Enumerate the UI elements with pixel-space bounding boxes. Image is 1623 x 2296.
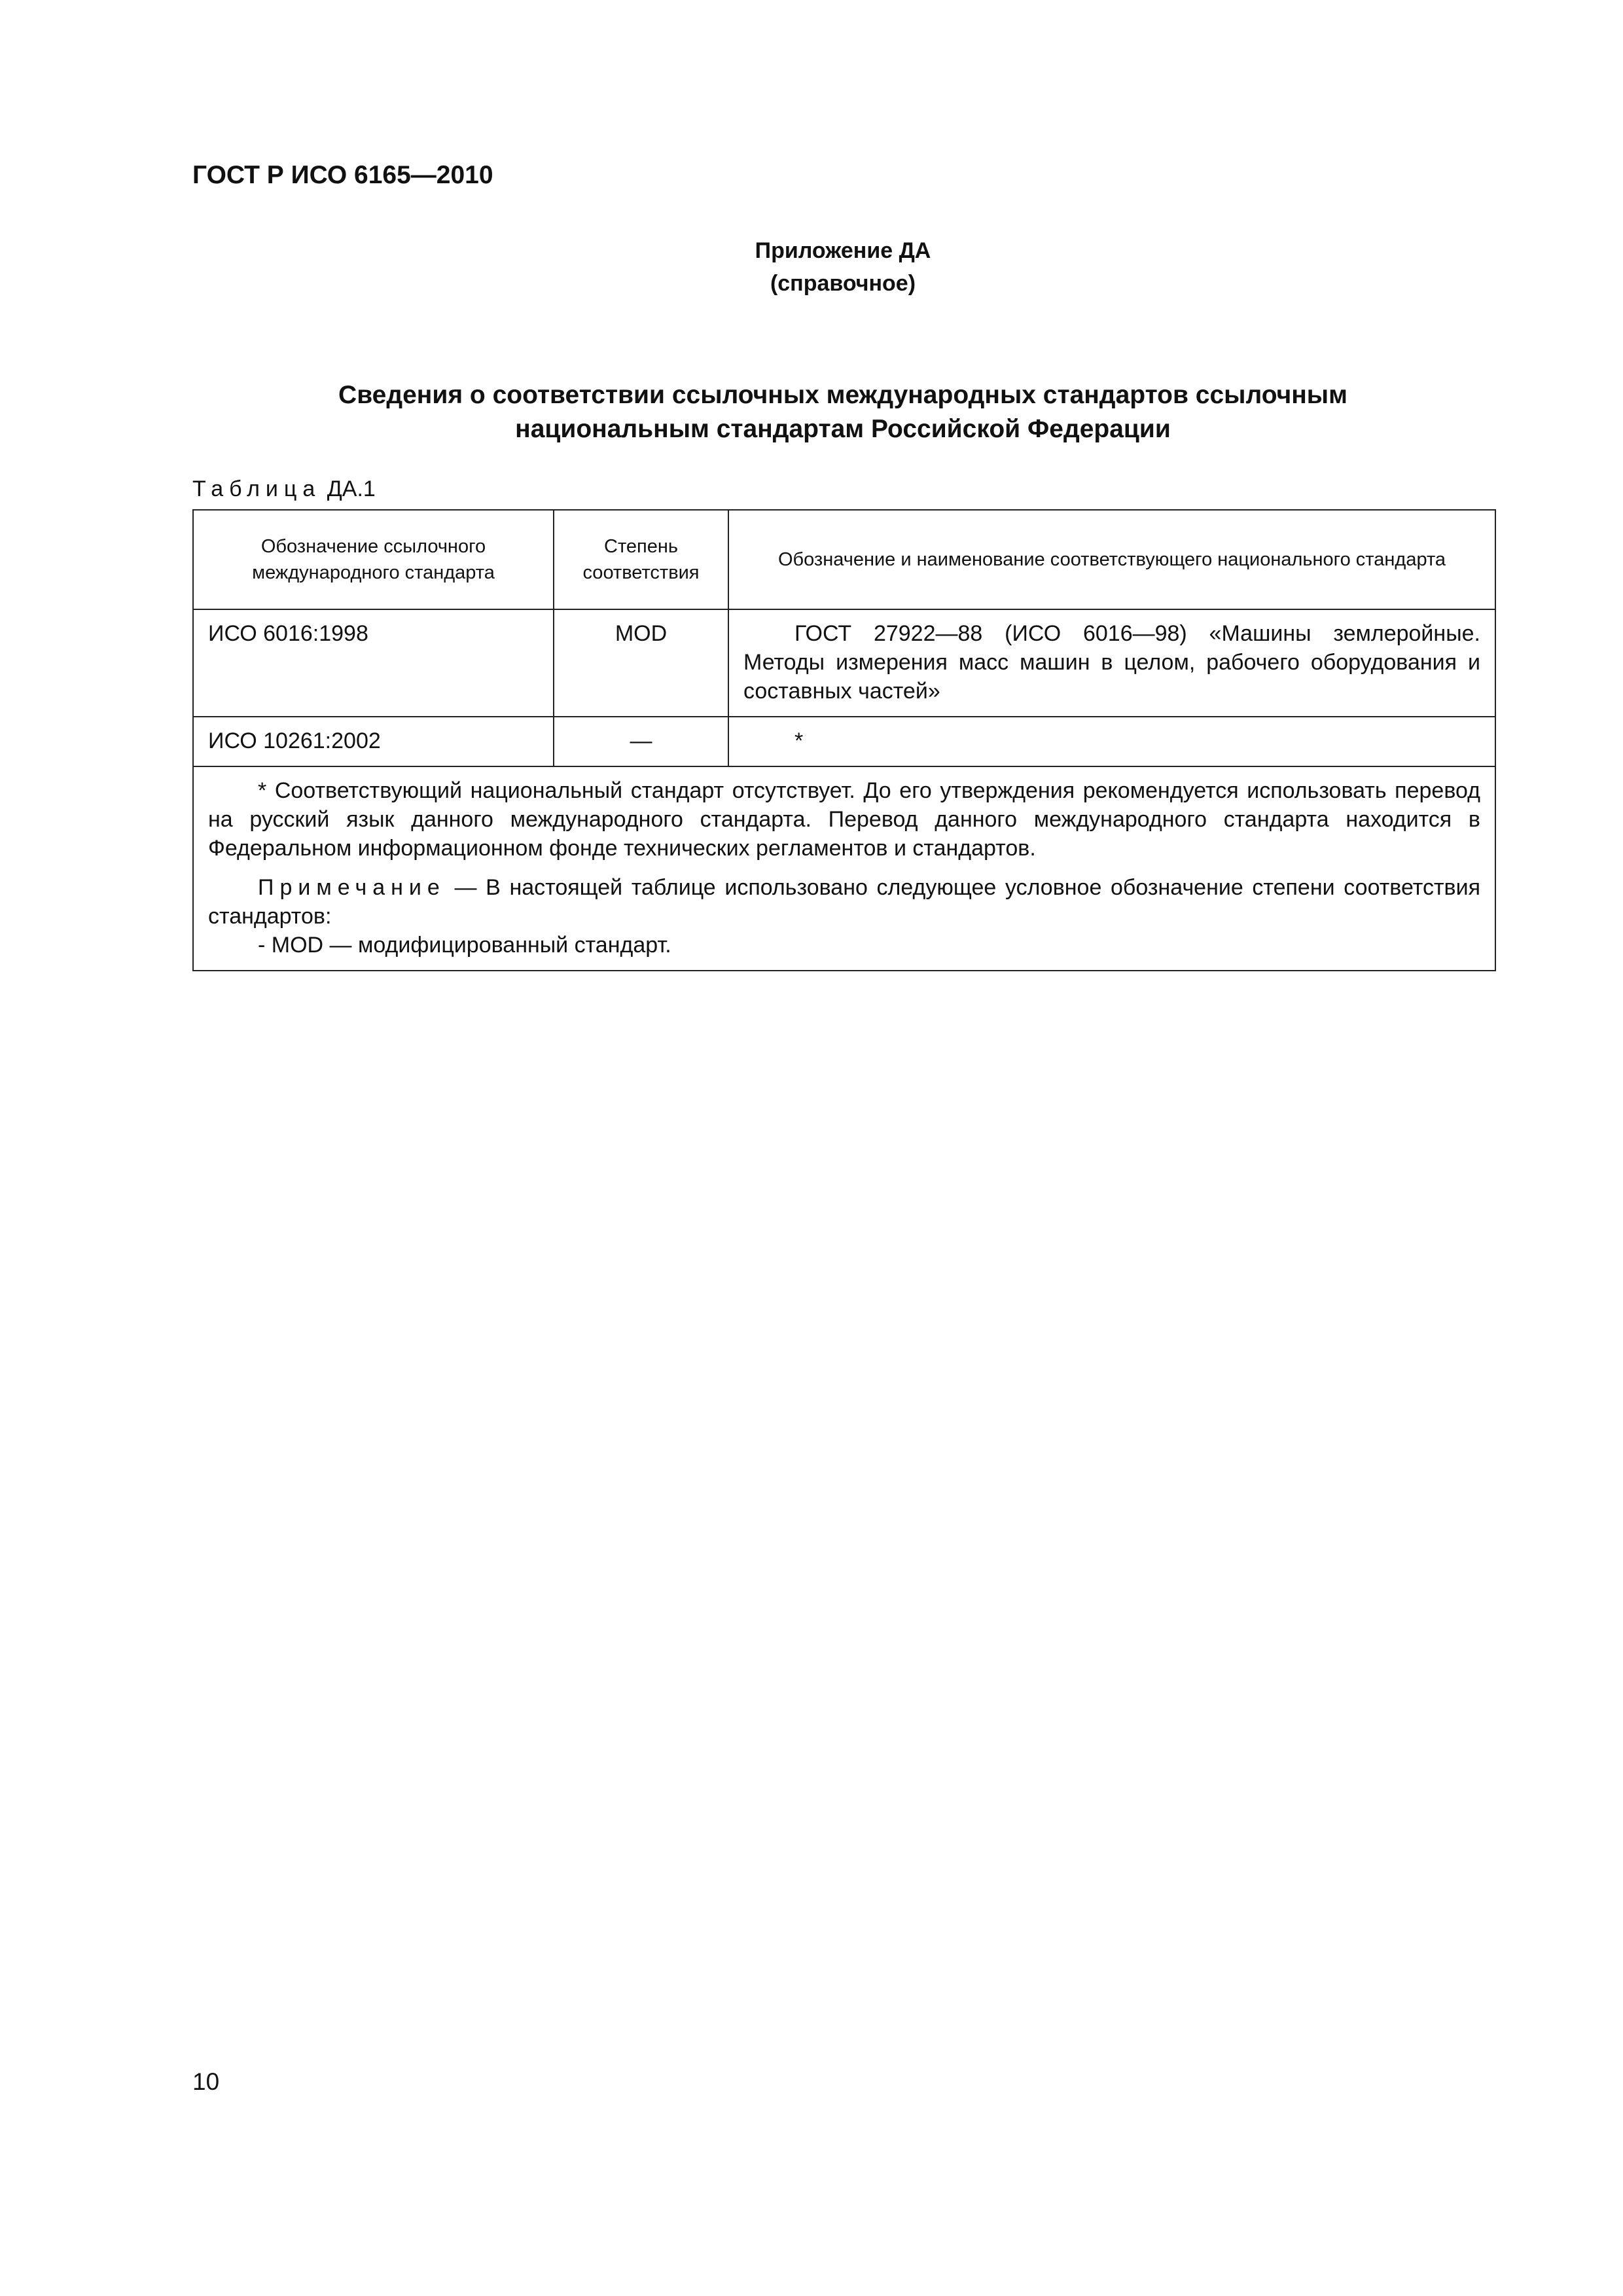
cell-degree: —	[554, 717, 728, 766]
table-header-row	[193, 510, 1495, 609]
note-text: — В настоящей таблице использовано следующее условное обозначение степени соответствия стандартов:	[208, 875, 1480, 929]
appendix-title: Приложение ДА	[755, 238, 931, 263]
cell-national: *	[728, 717, 1495, 766]
cell-degree: MOD	[554, 609, 728, 717]
page-number: 10	[192, 2068, 220, 2095]
table-row	[193, 717, 1495, 766]
appendix-subtitle: (справочное)	[770, 271, 916, 296]
cell-intl: ИСО 6016:1998	[193, 609, 554, 717]
table-footnote: * Соответствующий национальный стандарт отсутствует. До его утверждения рекомендуется использовать перевод на русский язык данного международного стандарта. Перевод данного международного стандарта находится в Федеральном информационном фонде технических регламентов и стандартов.	[208, 778, 1480, 861]
appendix-block	[0, 234, 1623, 300]
table-label	[192, 476, 376, 502]
table-footer-cell	[193, 766, 1495, 971]
column-header-degree: Степень соответствия	[554, 510, 728, 609]
column-header-national: Обозначение и наименование соответствующего национального стандарта	[728, 510, 1495, 609]
table-note	[208, 873, 1480, 931]
column-header-intl: Обозначение ссылочного международного стандарта	[193, 510, 554, 609]
heading-line-1: Сведения о соответствии ссылочных международных стандартов ссылочным	[338, 381, 1347, 409]
cell-national: ГОСТ 27922—88 (ИСО 6016—98) «Машины землеройные. Методы измерения масс машин в целом, рабочего оборудования и составных частей»	[728, 609, 1495, 717]
cell-intl: ИСО 10261:2002	[193, 717, 554, 766]
note-label: Примечание	[258, 875, 446, 900]
section-heading	[0, 378, 1623, 446]
table-row	[193, 609, 1495, 717]
note-list-item: - MOD — модифицированный стандарт.	[258, 933, 671, 958]
table-footer-row	[193, 766, 1495, 971]
correspondence-table	[192, 509, 1496, 971]
heading-line-2: национальным стандартам Российской Федерации	[515, 415, 1171, 443]
table-label-word: Таблица	[192, 476, 321, 501]
document-code: ГОСТ Р ИСО 6165—2010	[192, 161, 493, 189]
table-label-number: ДА.1	[327, 476, 376, 501]
